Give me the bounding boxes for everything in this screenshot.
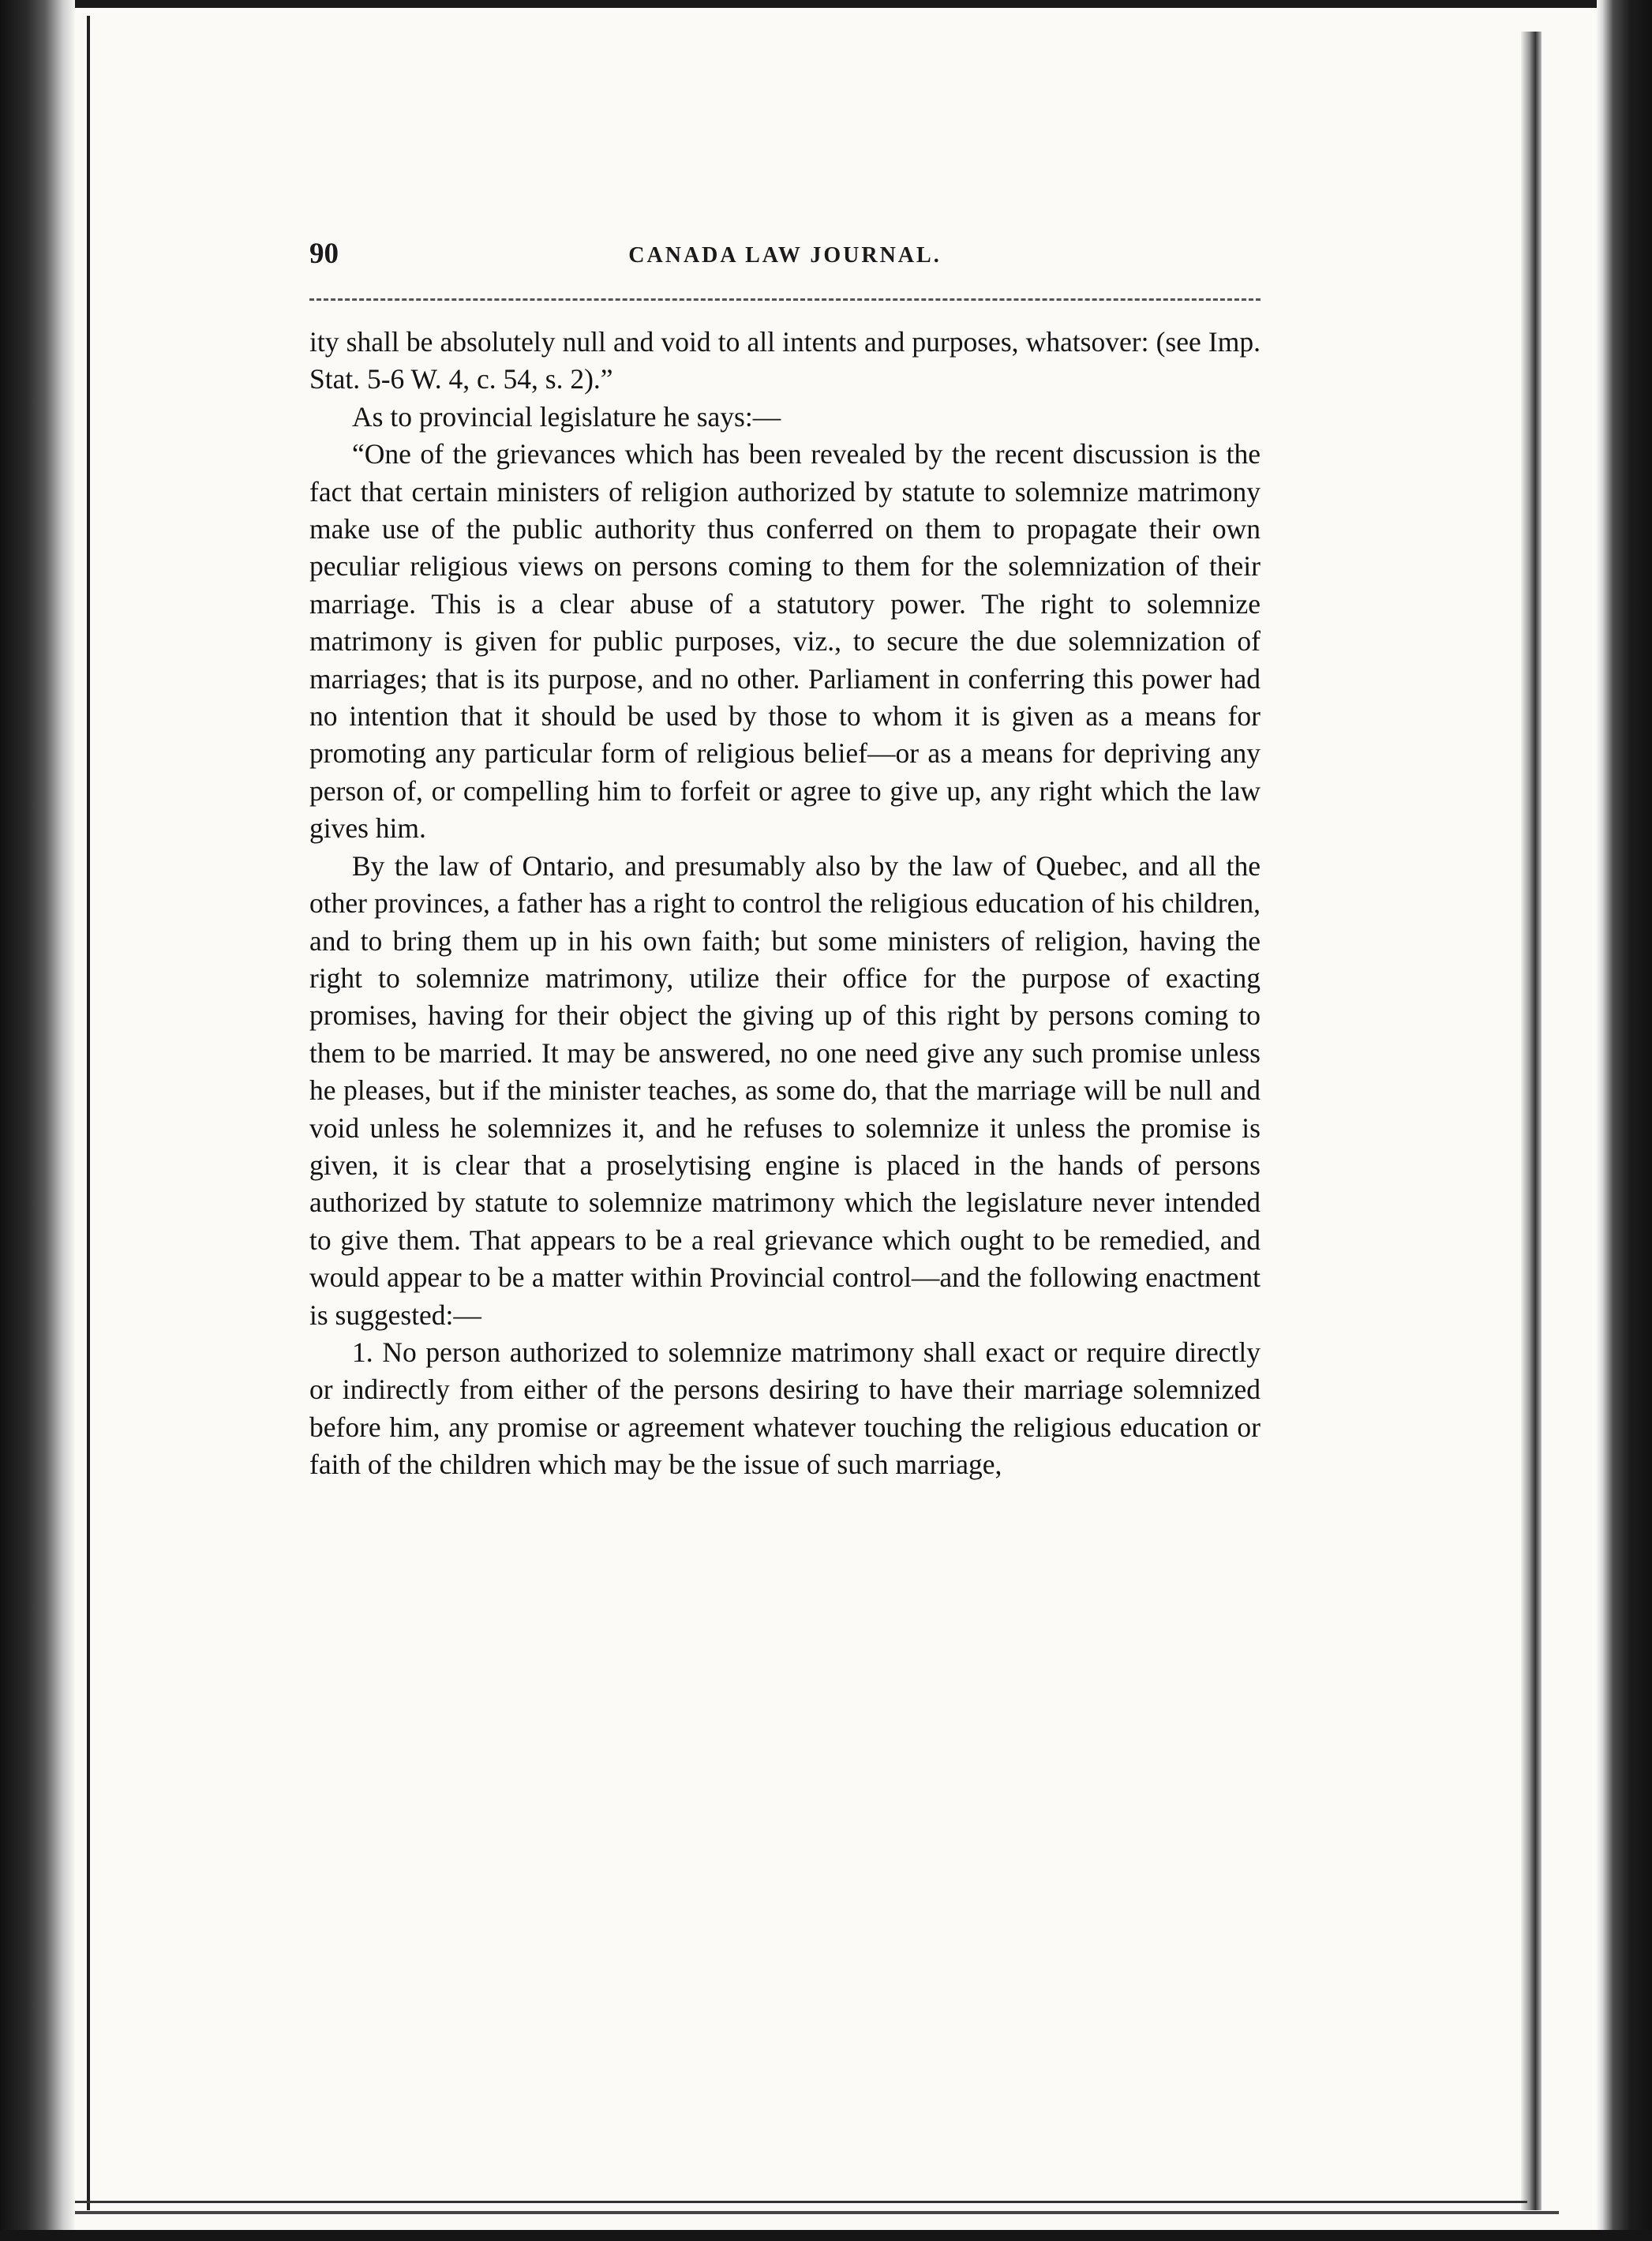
page-number: 90 [309, 238, 339, 270]
scan-edge-top [0, 0, 1652, 8]
paragraph-enactment-1: 1. No person authorized to solemnize matrimony shall exact or require directly or indirectly from either of the persons desiring to have their marriage solemnized before him, any promise or agreement whatever touching the religious education or faith of the children which may be the issue of such marriage, [309, 1336, 1261, 1481]
page-header [309, 237, 1261, 284]
page-edge-bottom-line-2 [75, 2211, 1559, 2214]
page-edge-bottom-line [75, 2201, 1527, 2203]
binding-line [87, 16, 90, 2210]
paragraph-quote: “One of the grievances which has been revealed by the recent discussion is the fact that certain ministers of religion authorized by statute to solemnize matrimony make use of the public authority thus conferred on them to propagate their own peculiar religious views on persons coming to them for the solemnization of their marriage. This is a clear abuse of a statutory power. The right to solemnize matrimony is given for public purposes, viz., to secure the due solemnization of marriages; that is its purpose, and no other. Parliament in conferring this power had no intention that it should be used by those to whom it is given as a means for promoting any particular form of religious belief—or as a means for depriving any person of, or compelling him to forfeit or agree to give up, any right which the law gives him. [309, 438, 1261, 845]
scan-edge-right [1597, 0, 1652, 2241]
page-edge-right [1521, 32, 1541, 2210]
paragraph-intro: As to provincial legislature he says:— [352, 400, 781, 433]
scan-edge-bottom [0, 2230, 1652, 2241]
paragraph-continuation: ity shall be absolutely null and void to all intents and purposes, whatsover: (see Imp. Stat. 5-6 W. 4, c. 54, s. 2).” [309, 326, 1261, 395]
body-text [309, 324, 1261, 1484]
running-head: CANADA LAW JOURNAL. [628, 243, 942, 268]
paragraph-ontario: By the law of Ontario, and presumably also by the law of Quebec, and all the other provinces, a father has a right to control the religious education of his children, and to bring them up in his own faith; but some ministers of religion, having the right to solemnize matrimony, utilize their office for the purpose of exacting promises, having for their object the giving up of this right by persons coming to them to be married. It may be answered, no one need give any such promise unless he pleases, but if the minister teaches, as some do, that the marriage will be null and void unless he solemnizes it, and he refuses to solemnize it unless the promise is given, it is clear that a proselytising engine is placed in the hands of persons authorized by statute to solemnize matrimony which the legislature never intended to give them. That appears to be a real grievance which ought to be remedied, and would appear to be a matter within Provincial control—and the following enactment is suggested:— [309, 849, 1261, 1331]
scan-edge-left [0, 0, 75, 2241]
header-rule [309, 298, 1261, 301]
